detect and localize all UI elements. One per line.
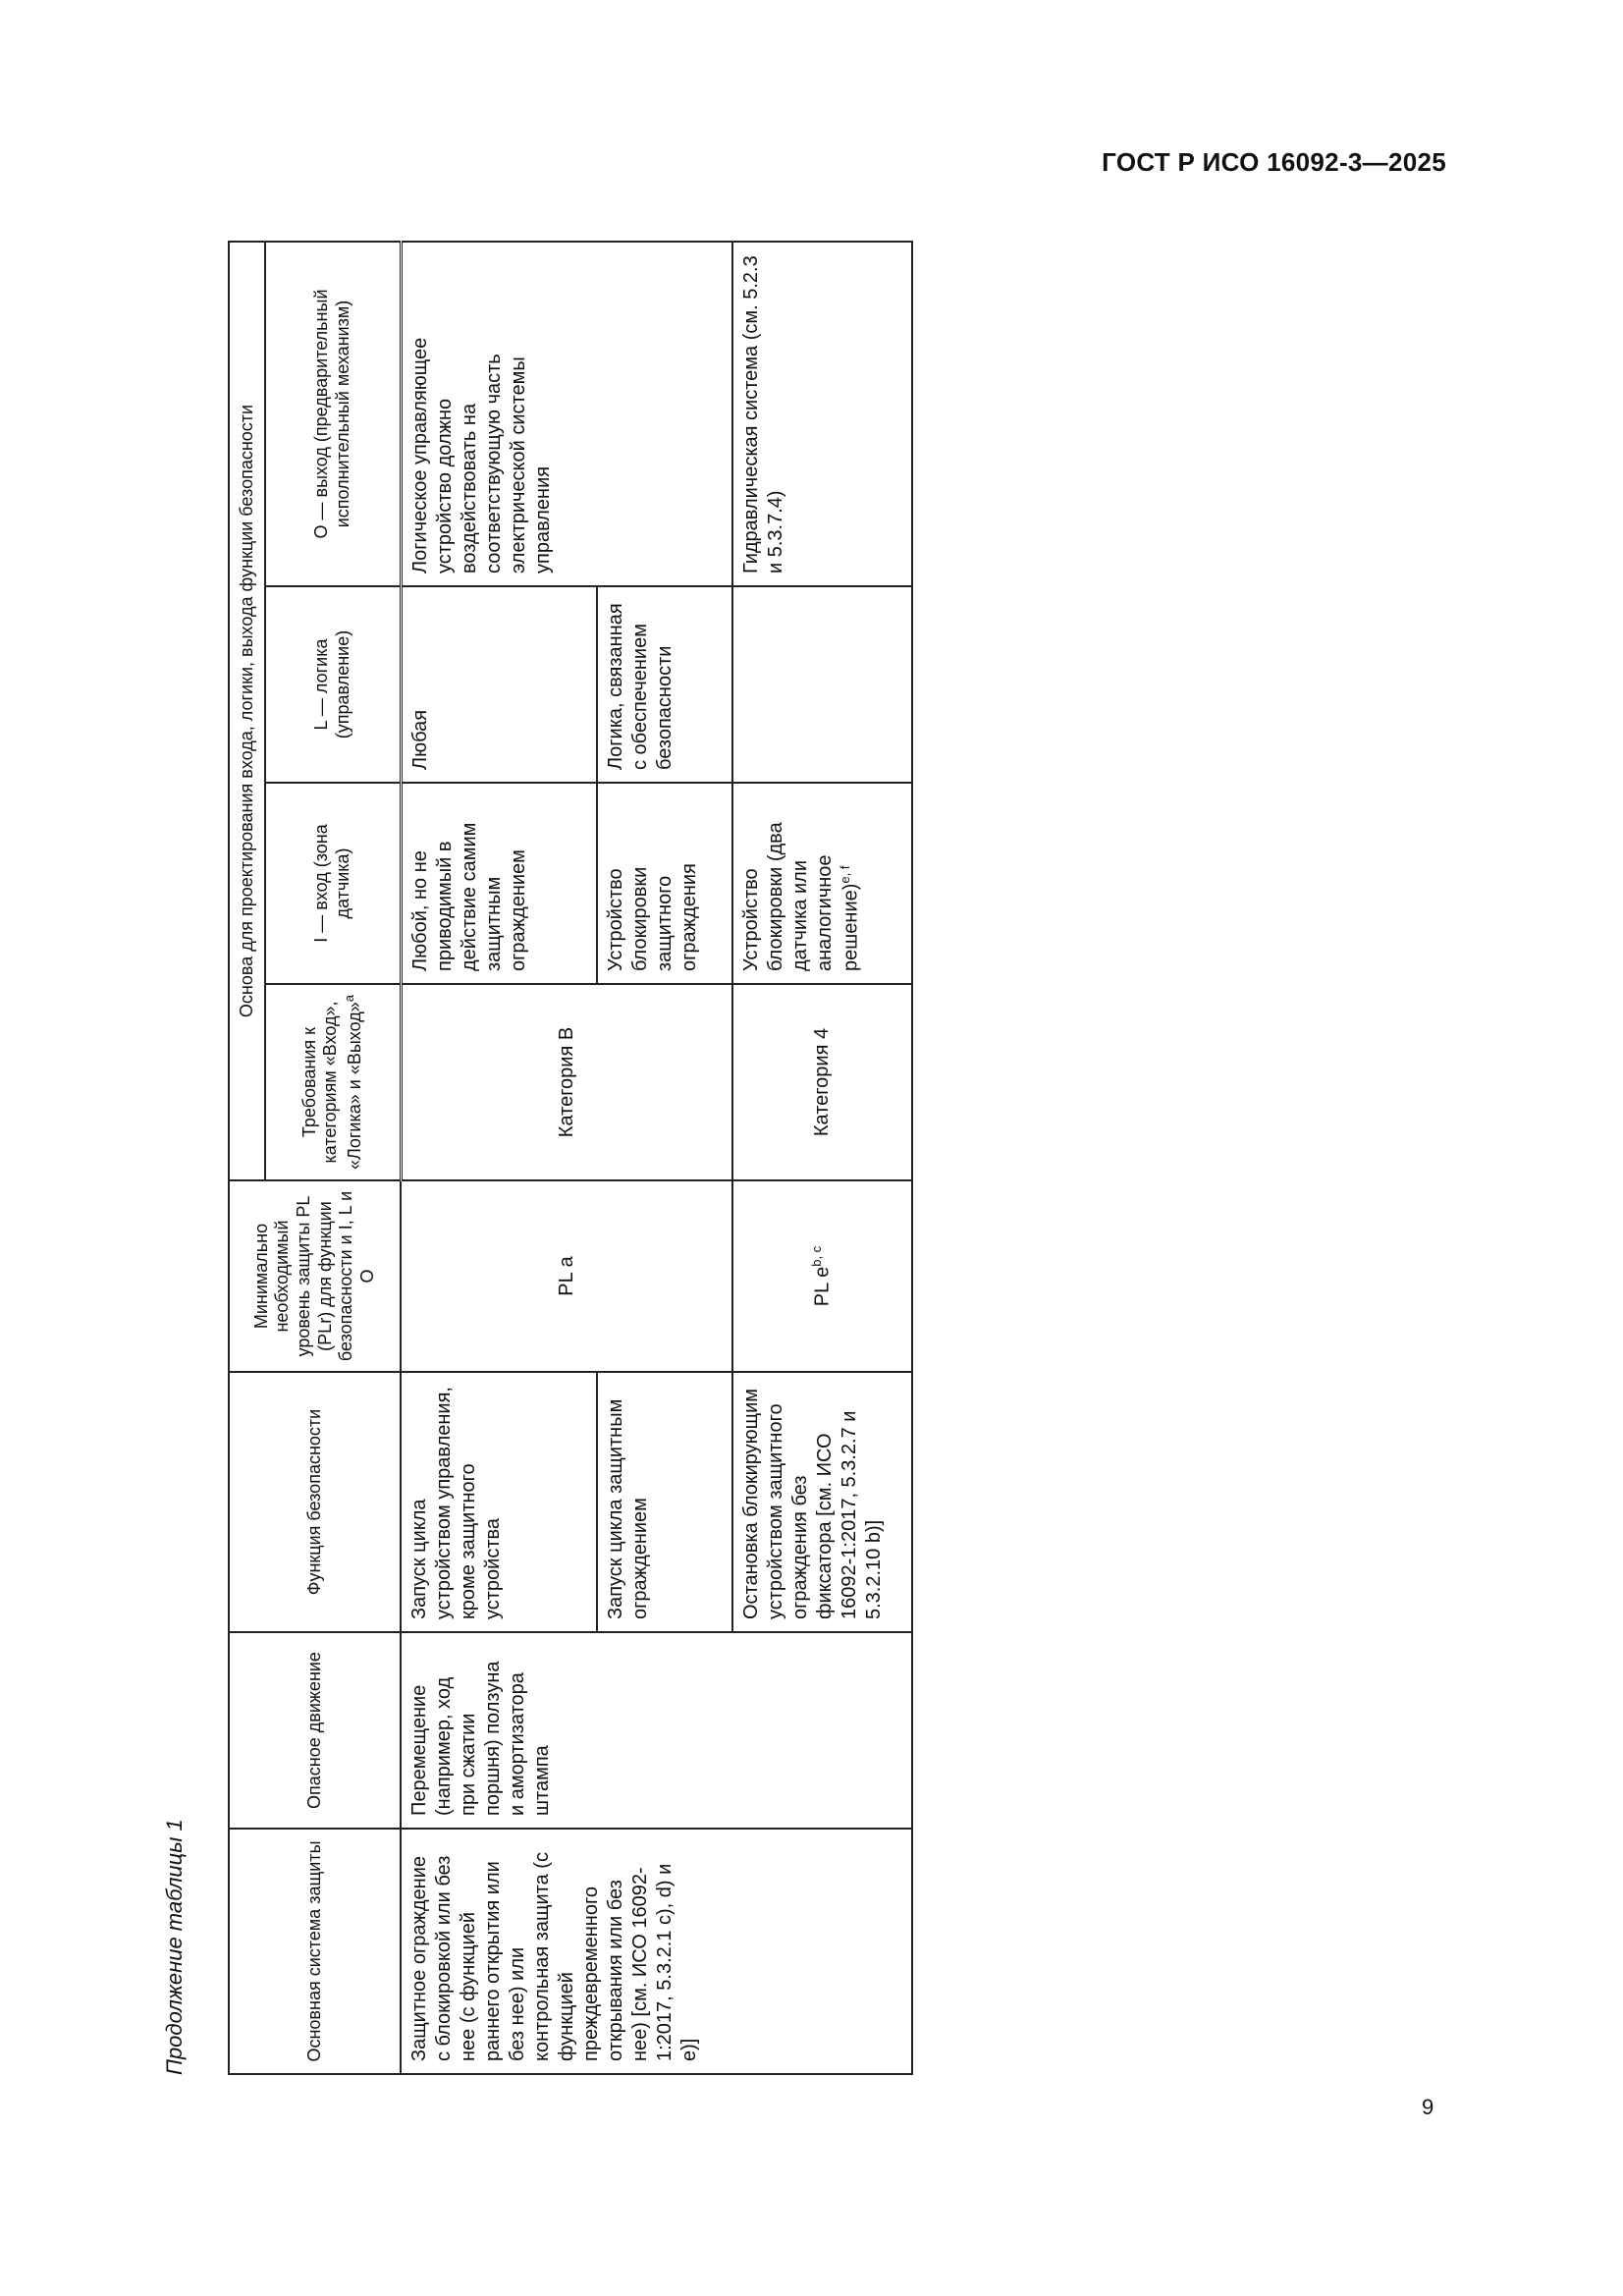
header-input: I — вход (зона датчика) (265, 783, 401, 984)
cell-motion: Перемещение (например, ход при сжатии поршня) ползуна и амортизатора штампа (401, 1632, 912, 1829)
header-logic: L — логика (управление) (265, 586, 401, 783)
cell-pl-a: PL a (401, 1180, 732, 1372)
cell-pl-e: PL $e^{b, c}$ (732, 1180, 912, 1372)
header-output: O — выход (предварительный исполнительный механизм) (265, 242, 401, 586)
table-caption: Продолжение таблицы 1 (162, 1819, 187, 2075)
cell-system: Защитное ограждение с блокировкой или без нее (с функцией раннего открытия или без нее) или контрольная защита (с функцией преждевременного открывания или без нее) [см. ИСО 16092-1:2017, 5.3.2.1 c), d) и e)] (401, 1829, 912, 2074)
cell-output-ab: Логическое управляющее устройство должно воздействовать на соответствующую часть электрической системы управления (401, 242, 732, 586)
header-category: Требования к категориям «Вход», «Логика» и «Выход»$^a$ (265, 984, 401, 1180)
cell-function-1: Запуск цикла устройством управления, кроме защитного устройства (401, 1372, 597, 1632)
header-category-footnote: a (342, 995, 357, 1003)
cell-function-2: Запуск цикла защитным ограждением (597, 1372, 732, 1632)
cell-output-3: Гидравлическая система (см. 5.2.3 и 5.3.7.4) (732, 242, 912, 586)
header-motion: Опасное движение (229, 1632, 401, 1829)
rotated-table-block (162, 243, 911, 2075)
safety-table (228, 241, 913, 2075)
header-system: Основная система защиты (229, 1829, 401, 2074)
cell-function-3: Остановка блокирующим устройством защитного ограждения без фиксатора [см. ИСО 16092-1:2017, 5.3.2.7 и 5.3.2.10 b)] (732, 1372, 912, 1632)
header-function: Функция безопасности (229, 1372, 401, 1632)
cell-input-3: Устройство блокировки (два датчика или аналогичное решение)$^{e, f}$ (732, 783, 912, 984)
page-number: 9 (1422, 2095, 1434, 2119)
cell-category-4: Категория 4 (732, 984, 912, 1180)
cell-logic-2: Логика, связанная с обеспечением безопасности (597, 586, 732, 783)
cell-logic-1: Любая (401, 586, 597, 783)
cell-input-2: Устройство блокировки защитного ограждения (597, 783, 732, 984)
cell-logic-3-empty (732, 586, 912, 783)
pl-e-footnote: b, c (809, 1245, 825, 1267)
header-pl: Минимально необходимый уровень защиты PL (PLr) для функции безопасности и I, L и O (229, 1180, 401, 1372)
cell-input-1: Любой, но не приводимый в действие самим защитным ограждением (401, 783, 597, 984)
document-code: ГОСТ Р ИСО 16092-3—2025 (1102, 147, 1446, 177)
input-3-footnote: e, f (838, 865, 852, 884)
header-group: Основа для проектирования входа, логики, выхода функции безопасности (229, 242, 265, 1180)
cell-category-b: Категория B (401, 984, 732, 1180)
